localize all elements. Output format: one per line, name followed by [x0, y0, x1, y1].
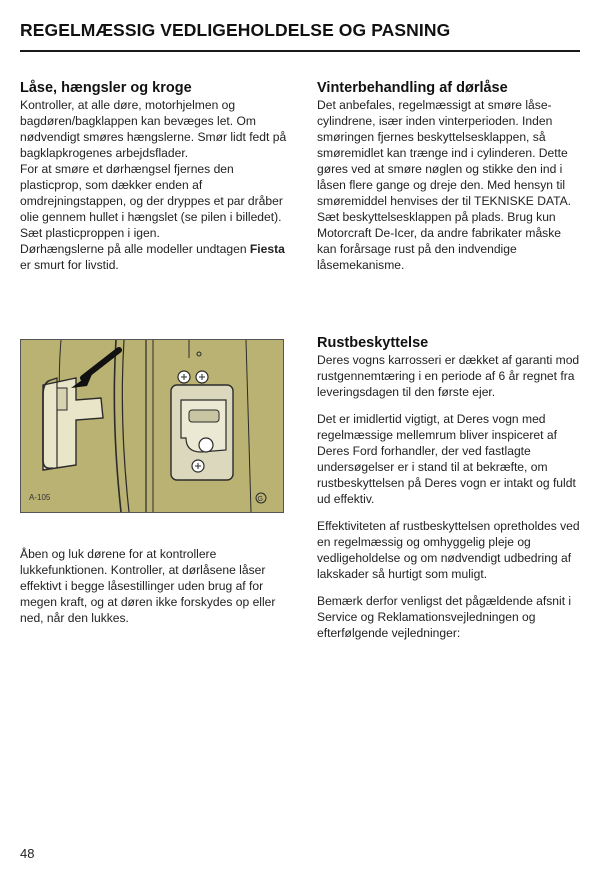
page-title: REGELMÆSSIG VEDLIGEHOLDELSE OG PASNING [20, 20, 451, 40]
door-hinge-drawing [21, 340, 283, 512]
fiesta-bold: Fiesta [249, 242, 285, 256]
locks-paragraph-3-suffix: er smurt for livstid. [20, 258, 119, 272]
rust-paragraph-1: Deres vogns karrosseri er dækket af garanti mod rustgennemtæring i en periode af 6 år regnet fra leveringsdagen til den første ejer. [317, 353, 580, 399]
rust-paragraph-2: Det er imidlertid vigtigt, at Deres vogn med regelmæssige mellemrum bliver inspiceret af Deres Ford forhandler, der ved fastlagte undersøgelser er i stand til at bekræfte, om rustbeskyttelsen på Deres vogn er intakt og fuldt ud effektiv. [317, 412, 576, 506]
heading-winter-treatment: Vinterbehandling af dørlåse [317, 80, 508, 96]
winter-paragraph: Det anbefales, regelmæssigt at smøre låse-cylindrene, især inden vinterperioden. Inden smøringen fjernes beskyttelsesklappen, så smøremidlet kan trænge ind i cylinderen. Dette gøres ved at smøre nøglen og stikke den ind i låsen flere gange og dreje den. Med hensyn til smøremiddel henvises der til TEKNISKE DATA. Sæt beskyttelsesklappen på plads. Brug kun Motorcraft De-Icer, da andre fabrikater måske kan forårsage rust på den indvendige låsemekanisme. [317, 98, 572, 272]
heading-rust-protection: Rustbeskyttelse [317, 335, 429, 351]
rust-paragraph-4: Bemærk derfor venligst det pågældende afsnit i Service og Reklamationsvejledningen og efterfølgende vejledninger: [317, 594, 572, 640]
lock-function-paragraph: Åben og luk dørene for at kontrollere lukkefunktionen. Kontroller, at dørlåsene låser effektivt i begge låsestillinger uden brug af for megen kraft, og at døren ikke forskydes op eller ned, når den lukkes. [20, 547, 276, 625]
heading-locks-hinges: Låse, hængsler og kroge [20, 80, 192, 96]
locks-paragraph-2: For at smøre et dørhængsel fjernes den plasticprop, som dækker enden af omdrejningstappen, og der dryppes et par dråber olie gennem hullet i hængslet (se pilen i billedet). Sæt plasticproppen i igen. [20, 162, 283, 240]
door-hinge-illustration [20, 339, 284, 513]
locks-paragraph-3 [20, 241, 288, 273]
rust-paragraph-3: Effektiviteten af rustbeskyttelsen opretholdes ved en regelmæssig og omhyggelig pleje og vedligeholdelse og om nødvendigt udbedring af lakskader så hurtigt som muligt. [317, 519, 580, 581]
figure-corner-mark: G [257, 496, 263, 503]
section-rust-protection [317, 335, 582, 641]
figure-label: A-105 [29, 493, 51, 502]
locks-paragraph-3-prefix: Dørhængslerne på alle modeller undtagen [20, 242, 250, 256]
page-header [20, 20, 580, 52]
section-lock-function [20, 546, 288, 626]
locks-paragraph-1: Kontroller, at alle døre, motorhjelmen og bagdøren/bagklappen kan bevæges let. Om nødvendigt smøres hængslerne. Smør lidt fedt på bagklapkrogenes arbejdsflader. [20, 98, 287, 160]
page-number: 48 [20, 846, 35, 861]
section-locks-hinges [20, 80, 288, 273]
section-winter-treatment [317, 80, 582, 273]
